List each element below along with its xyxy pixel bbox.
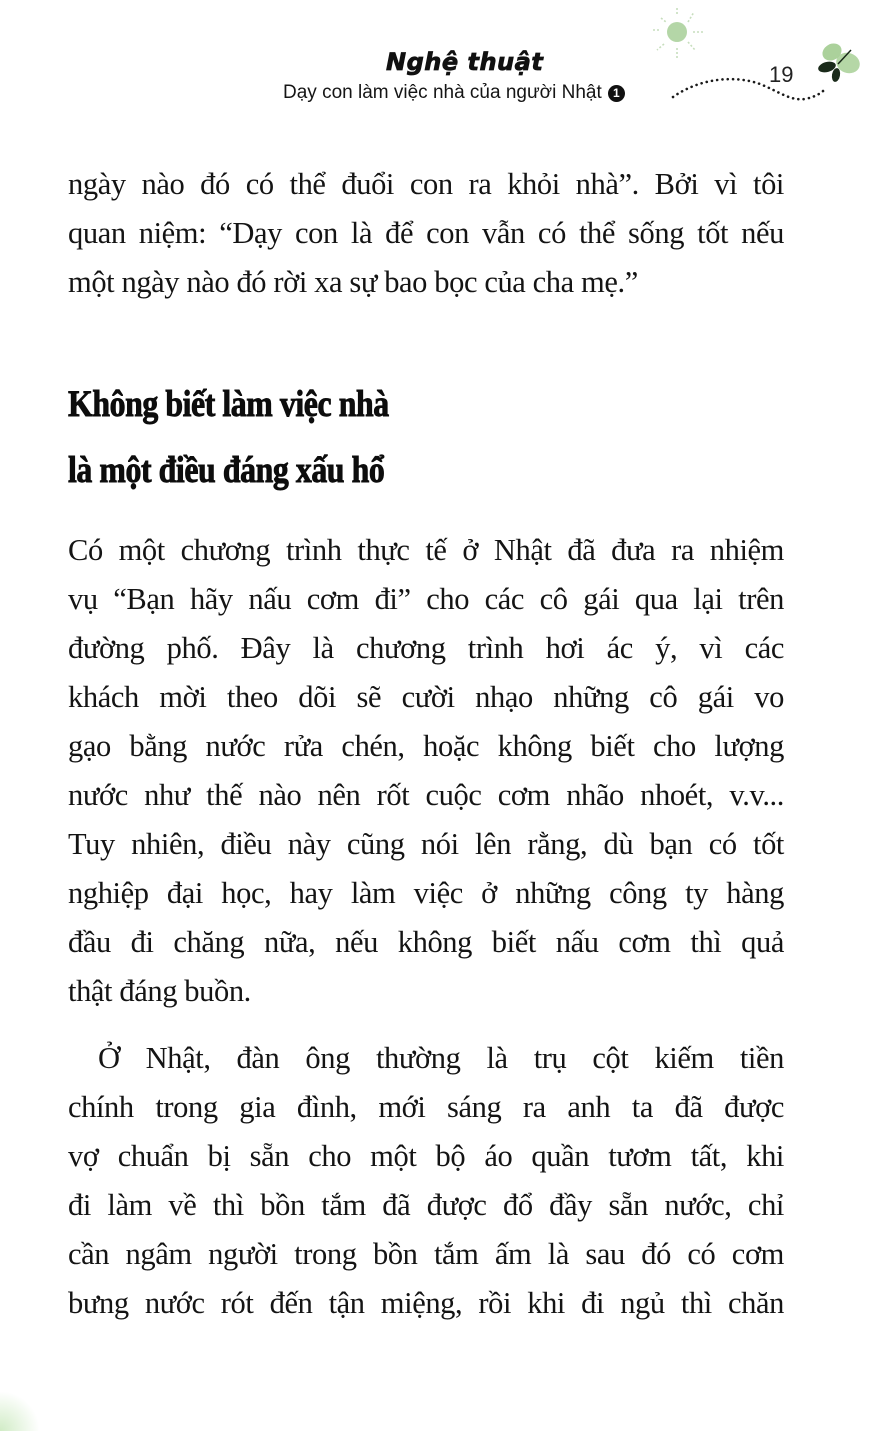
running-header <box>0 0 885 130</box>
section-heading <box>68 372 684 504</box>
book-subtitle-text: Dạy con làm việc nhà của người Nhật <box>283 82 602 103</box>
text-line: Có một chương trình thực tế ở Nhật đã đưa ra nhiệm <box>68 533 784 567</box>
intro-paragraph <box>68 160 784 307</box>
text-line: khách mời theo dõi sẽ cười nhạo những cô gái vo <box>68 680 784 714</box>
text-line: một ngày nào đó rời xa sự bao bọc của cha mẹ.” <box>68 265 638 299</box>
text-line: cần ngâm người trong bồn tắm ấm là sau đó có cơm <box>68 1237 784 1271</box>
text-line: đầu đi chăng nữa, nếu không biết nấu cơm thì quả <box>68 925 784 959</box>
print-bleed-tint <box>0 1391 40 1431</box>
text-line: bưng nước rót đến tận miệng, rồi khi đi ngủ thì chăn <box>68 1286 784 1320</box>
butterfly-icon <box>817 40 863 83</box>
text-line: đường phố. Đây là chương trình hơi ác ý, vì các <box>68 631 784 665</box>
text-line: nghiệp đại học, hay làm việc ở những công ty hàng <box>68 876 784 910</box>
text-line: vợ chuẩn bị sẵn cho một bộ áo quần tươm tất, khi <box>68 1139 784 1173</box>
dotted-wave-line <box>673 79 826 99</box>
series-title: Nghệ thuật <box>386 48 544 76</box>
paragraph-2 <box>68 1034 784 1328</box>
text-line: chính trong gia đình, mới sáng ra anh ta đã được <box>68 1090 784 1124</box>
volume-badge: 1 <box>608 85 625 102</box>
text-line: quan niệm: “Dạy con là để con vẫn có thể sống tốt nếu <box>68 216 784 250</box>
text-line: ngày nào đó có thể đuổi con ra khỏi nhà”. Bởi vì tôi <box>68 167 784 201</box>
heading-line: Không biết làm việc nhà <box>68 384 389 425</box>
text-line: Tuy nhiên, điều này cũng nói lên rằng, dù bạn có tốt <box>68 827 784 861</box>
heading-line: là một điều đáng xấu hổ <box>68 450 385 491</box>
text-line: Ở Nhật, đàn ông thường là trụ cột kiếm tiền <box>98 1041 784 1075</box>
book-subtitle <box>283 82 625 104</box>
text-line: vụ “Bạn hãy nấu cơm đi” cho các cô gái qua lại trên <box>68 582 784 616</box>
text-line: nước như thế nào nên rốt cuộc cơm nhão nhoét, v.v... <box>68 778 784 812</box>
text-line: thật đáng buồn. <box>68 974 251 1008</box>
sun-icon <box>653 8 705 60</box>
page-number: 19 <box>769 62 794 87</box>
text-line: đi làm về thì bồn tắm đã được đổ đầy sẵn nước, chỉ <box>68 1188 784 1222</box>
paragraph-1 <box>68 526 784 1016</box>
text-line: gạo bằng nước rửa chén, hoặc không biết cho lượng <box>68 729 784 763</box>
page-content <box>68 160 784 1328</box>
